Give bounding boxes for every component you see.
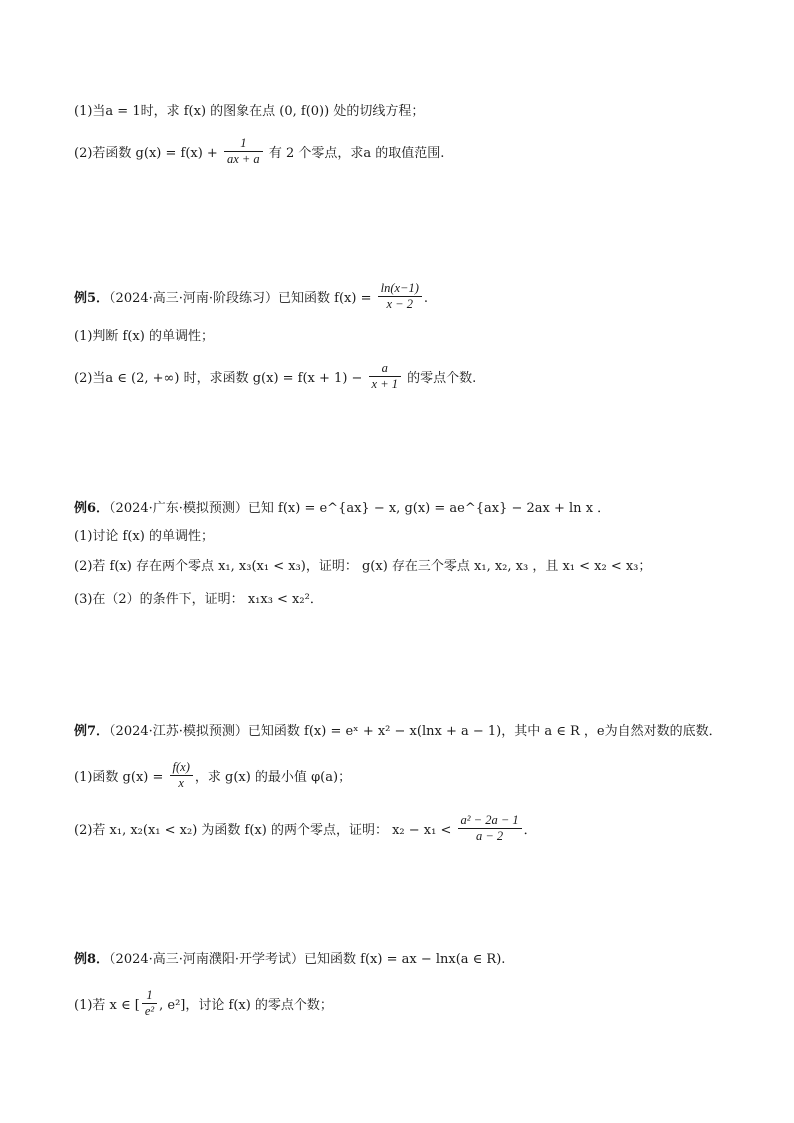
example-5-part-2: (2)当a ∈ (2, +∞) 时，求函数 g(x) = f(x + 1) − $\frac{a}{x + 1}$ 的零点个数. [74, 361, 477, 391]
example-source: （2024·高三·河南濮阳·开学考试） [109, 952, 305, 967]
fraction: $\frac{a}{x + 1}$ [369, 361, 401, 392]
fraction: $\frac{1}{ax + a}$ [224, 136, 263, 167]
fraction: $\frac{f(x)}{x}$ [170, 760, 193, 791]
example-label: 例8． [74, 952, 110, 967]
example-label: 例6． [74, 501, 110, 516]
example-5-heading: 例5．（2024·高三·河南·阶段练习）已知函数 f(x) = $\frac{\ln(x-1)}{x - 2}$ . [74, 281, 429, 311]
problem-part-2: (2)若函数 g(x) = f(x) + $\frac{1}{ax + a}$ 有 2 个零点，求a 的取值范围. [74, 136, 445, 166]
fraction: $\frac{\text{a² − 2a − 1}}{a - 2}$ [458, 813, 522, 844]
example-source: （2024·江苏·模拟预测） [109, 724, 248, 739]
example-source: （2024·高三·河南·阶段练习） [109, 291, 279, 306]
example-8-heading: 例8．（2024·高三·河南濮阳·开学考试）已知函数 f(x) = ax − lnx(a ∈ R). [74, 952, 506, 967]
example-7-part-1: (1)函数 g(x) = $\frac{f(x)}{x}$ ，求 g(x) 的最小值 φ(a)； [74, 760, 352, 790]
example-label: 例7． [74, 724, 110, 739]
problem-part-1: (1)当a = 1时，求 f(x) 的图象在点 (0, f(0)) 处的切线方程； [74, 104, 425, 119]
fraction: $\frac{1}{\text{e²}}$ [142, 988, 157, 1019]
example-8-part-1: (1)若 x ∈ [ $\frac{1}{\text{e²}}$ , e²]，讨论 f(x) 的零点个数； [74, 988, 333, 1018]
example-6-part-1: (1)讨论 f(x) 的单调性； [74, 529, 214, 544]
example-6-part-2: (2)若 f(x) 存在两个零点 x₁, x₃(x₁ < x₃)，证明： g(x) 存在三个零点 x₁, x₂, x₃ ，且 x₁ < x₂ < x₃； [74, 559, 652, 574]
fraction: $\frac{\ln(x-1)}{x - 2}$ [378, 281, 422, 312]
example-6-part-3: (3)在（2）的条件下，证明： x₁x₃ < x₂²． [74, 592, 323, 607]
example-source: （2024·广东·模拟预测） [109, 501, 248, 516]
example-7-part-2: (2)若 x₁, x₂(x₁ < x₂) 为函数 f(x) 的两个零点，证明： x₂ − x₁ < $\frac{\text{a² − 2a − 1}}{a - 2}$ ． [74, 813, 537, 843]
example-label: 例5． [74, 291, 110, 306]
example-7-heading: 例7．（2024·江苏·模拟预测）已知函数 f(x) = eˣ + x² − x(lnx + a − 1)，其中 a ∈ R ，e为自然对数的底数． [74, 724, 722, 739]
example-5-part-1: (1)判断 f(x) 的单调性； [74, 329, 214, 344]
example-6-heading: 例6．（2024·广东·模拟预测）已知 f(x) = e^{ax} − x, g(x) = ae^{ax} − 2ax + ln x ． [74, 501, 611, 516]
